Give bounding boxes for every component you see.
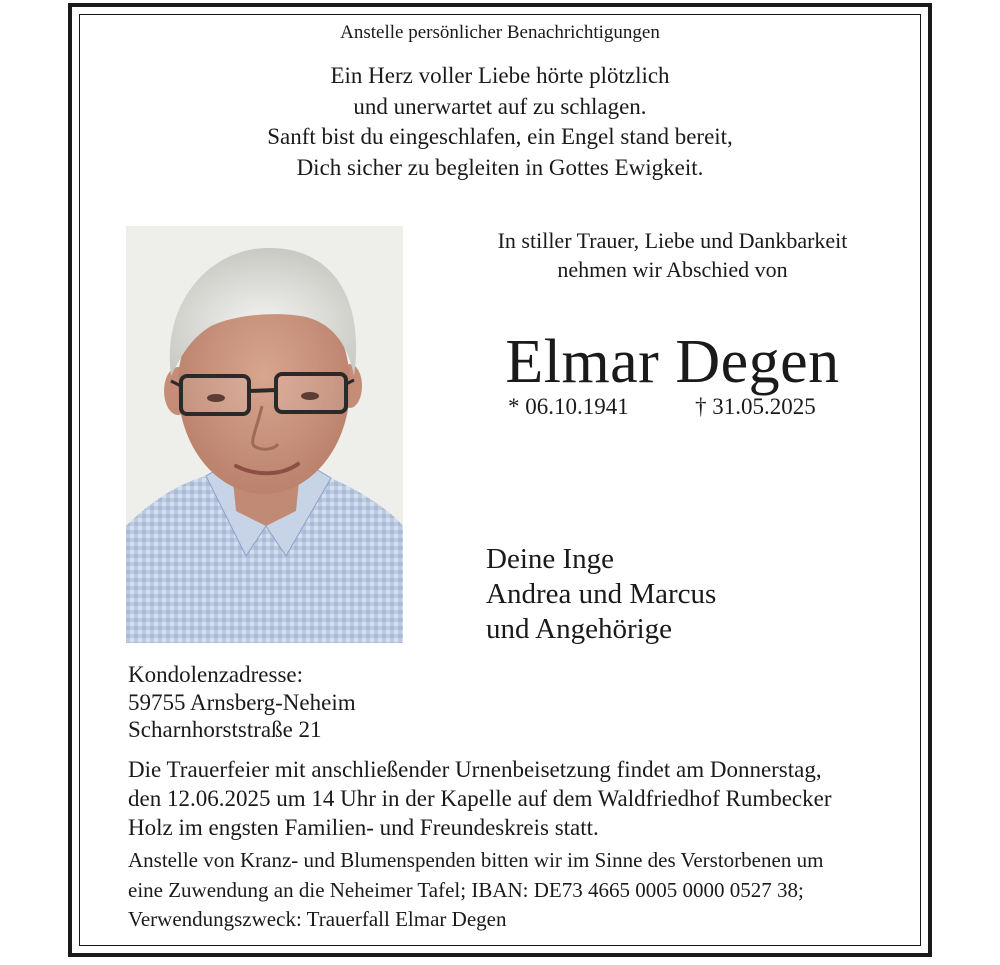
intro-text <box>420 226 925 284</box>
ceremony-line: den 12.06.2025 um 14 Uhr in der Kapelle auf dem Waldfriedhof Rumbecker <box>128 786 832 811</box>
poem-line: Dich sicher zu begleiten in Gottes Ewigkeit. <box>296 154 704 180</box>
poem <box>79 61 921 183</box>
family-line: und Angehörige <box>486 613 673 645</box>
poem-line: Sanft bist du eingeschlafen, ein Engel stand bereit, <box>267 124 733 149</box>
donation-line: eine Zuwendung an die Neheimer Tafel; IBAN: DE73 4665 0005 0000 0527 38; <box>128 877 804 902</box>
donation-line: Verwendungszweck: Trauerfall Elmar Degen <box>128 907 507 931</box>
birth-date: * 06.10.1941 <box>508 394 629 419</box>
intro-line: In stiller Trauer, Liebe und Dankbarkeit <box>497 228 848 253</box>
condolence-address <box>128 661 356 744</box>
poem-line: Ein Herz voller Liebe hörte plötzlich <box>330 63 670 88</box>
intro-line: nehmen wir Abschied von <box>557 257 788 282</box>
family-line: Deine Inge <box>486 543 615 575</box>
poem-line: und unerwartet auf zu schlagen. <box>353 93 647 119</box>
donation-paragraph <box>128 846 908 935</box>
death-date: † 31.05.2025 <box>695 394 816 419</box>
family-line: Andrea und Marcus <box>486 578 717 610</box>
portrait-photo <box>126 226 403 643</box>
deceased-name: Elmar Degen <box>505 328 840 396</box>
address-line: Scharnhorststraße 21 <box>128 717 322 742</box>
address-line: Kondolenzadresse: <box>128 662 303 687</box>
ceremony-paragraph <box>128 755 908 842</box>
family-signature <box>486 542 716 647</box>
ceremony-line: Die Trauerfeier mit anschließender Urnenbeisetzung findet am Donnerstag, <box>128 757 822 782</box>
ceremony-line: Holz im engsten Familien- und Freundeskreis statt. <box>128 815 599 840</box>
address-line: 59755 Arnsberg-Neheim <box>128 689 356 715</box>
donation-line: Anstelle von Kranz- und Blumenspenden bitten wir im Sinne des Verstorbenen um <box>128 848 824 872</box>
notice-header: Anstelle persönlicher Benachrichtigungen <box>340 22 660 43</box>
